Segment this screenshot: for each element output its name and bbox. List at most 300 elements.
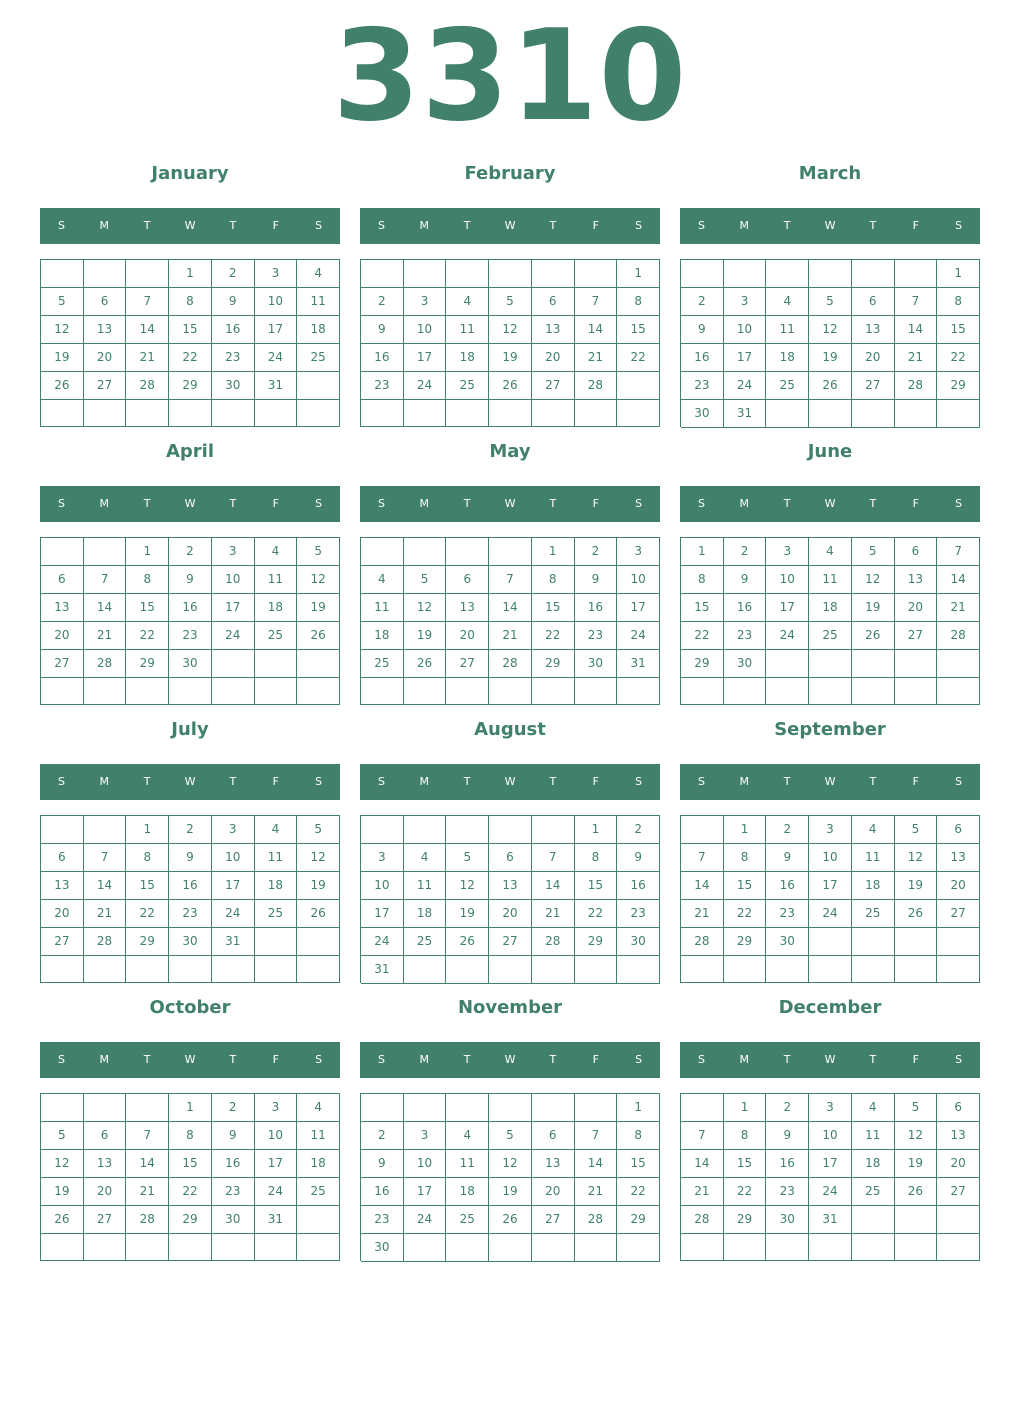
day-cell [361,260,404,288]
day-cell: 7 [575,1122,618,1150]
day-cell: 10 [724,316,767,344]
day-cell: 8 [681,566,724,594]
day-grid [40,259,340,427]
weekday-label: M [419,219,430,232]
day-cell [297,678,340,705]
day-cell [446,400,489,427]
day-cell [404,538,447,566]
day-cell: 10 [212,566,255,594]
day-cell: 8 [169,1122,212,1150]
day-cell [255,1234,298,1261]
day-cell: 19 [895,872,938,900]
day-cell: 11 [446,316,489,344]
day-cell: 7 [681,844,724,872]
day-cell: 18 [852,872,895,900]
weekday-label: T [143,1053,151,1066]
day-cell [617,372,660,400]
day-cell: 7 [489,566,532,594]
day-cell: 21 [532,900,575,928]
weekday-label: S [955,775,963,788]
day-cell [297,650,340,678]
weekday-header [40,208,340,244]
day-cell [489,260,532,288]
day-cell: 30 [766,928,809,956]
day-cell: 1 [617,260,660,288]
day-cell: 19 [852,594,895,622]
day-cell: 28 [681,928,724,956]
day-cell [724,1234,767,1261]
day-cell [575,1094,618,1122]
weekday-header [360,1042,660,1078]
weekday-label: S [377,497,385,510]
day-cell: 4 [255,538,298,566]
weekday-label: T [869,1053,877,1066]
day-cell: 4 [852,816,895,844]
day-cell: 26 [41,1206,84,1234]
day-cell: 27 [532,1206,575,1234]
day-grid [40,1093,340,1261]
day-cell: 15 [575,872,618,900]
day-cell: 13 [84,1150,127,1178]
weekday-label: M [739,775,750,788]
day-cell: 6 [41,844,84,872]
day-cell [126,1234,169,1261]
day-cell: 22 [575,900,618,928]
day-cell [361,1094,404,1122]
day-cell: 2 [766,816,809,844]
day-cell [404,816,447,844]
day-cell [937,678,980,705]
day-cell: 5 [297,816,340,844]
day-cell: 1 [724,816,767,844]
day-cell: 18 [852,1150,895,1178]
day-cell: 7 [681,1122,724,1150]
day-cell: 3 [361,844,404,872]
day-cell: 16 [212,1150,255,1178]
day-cell [766,678,809,705]
day-cell: 19 [446,900,489,928]
day-cell: 19 [489,1178,532,1206]
day-cell: 16 [212,316,255,344]
day-cell [681,956,724,983]
day-cell: 12 [41,1150,84,1178]
weekday-label: S [635,1053,643,1066]
weekday-header [360,208,660,244]
day-cell: 24 [404,1206,447,1234]
day-cell [126,956,169,983]
day-cell [617,678,660,705]
day-cell [41,260,84,288]
day-cell [617,400,660,427]
day-cell: 8 [724,1122,767,1150]
day-cell [532,816,575,844]
day-cell: 15 [126,872,169,900]
day-cell [126,400,169,427]
day-cell: 1 [126,538,169,566]
day-cell: 11 [852,844,895,872]
day-cell: 24 [361,928,404,956]
day-cell [766,650,809,678]
day-cell: 25 [852,1178,895,1206]
day-cell [852,400,895,428]
day-cell: 26 [446,928,489,956]
day-cell: 26 [852,622,895,650]
day-cell: 21 [575,344,618,372]
month-title: November [457,997,563,1018]
weekday-label: T [229,1053,237,1066]
day-cell: 18 [446,1178,489,1206]
day-cell [169,1234,212,1261]
day-cell: 24 [404,372,447,400]
weekday-header [40,486,340,522]
day-cell [895,400,938,428]
day-cell: 24 [809,900,852,928]
weekday-label: T [869,775,877,788]
day-cell: 9 [361,316,404,344]
day-cell: 20 [852,344,895,372]
day-cell [895,1206,938,1234]
day-cell: 2 [212,260,255,288]
day-cell: 31 [255,1206,298,1234]
day-cell: 22 [617,1178,660,1206]
day-cell: 10 [404,316,447,344]
day-cell: 10 [255,1122,298,1150]
weekday-label: W [184,497,196,510]
day-cell: 5 [809,288,852,316]
day-cell [297,1234,340,1261]
day-cell [532,260,575,288]
day-cell: 1 [617,1094,660,1122]
weekday-header [360,764,660,800]
day-cell: 3 [255,1094,298,1122]
day-cell: 7 [937,538,980,566]
day-cell: 28 [126,372,169,400]
day-cell: 9 [766,844,809,872]
day-cell [681,260,724,288]
day-cell [84,816,127,844]
weekday-label: M [99,497,110,510]
weekday-label: M [99,775,110,788]
day-cell [84,1094,127,1122]
weekday-label: W [184,775,196,788]
day-cell: 29 [532,650,575,678]
day-cell: 21 [84,900,127,928]
day-cell: 27 [852,372,895,400]
day-cell: 12 [809,316,852,344]
day-cell: 30 [169,650,212,678]
day-cell: 1 [724,1094,767,1122]
day-cell: 3 [212,538,255,566]
day-cell: 18 [809,594,852,622]
day-cell: 25 [255,900,298,928]
weekday-label: S [635,497,643,510]
day-cell [681,1234,724,1261]
day-cell [852,678,895,705]
day-cell: 21 [895,344,938,372]
day-cell [489,1234,532,1262]
day-cell: 9 [169,844,212,872]
day-cell: 14 [681,872,724,900]
weekday-label: M [739,1053,750,1066]
day-cell: 26 [489,1206,532,1234]
day-cell: 1 [169,260,212,288]
day-cell: 23 [212,1178,255,1206]
day-cell: 6 [84,288,127,316]
day-cell [255,928,298,956]
weekday-label: S [57,219,65,232]
day-cell: 13 [937,844,980,872]
day-cell [895,650,938,678]
day-cell: 12 [297,844,340,872]
day-cell: 5 [404,566,447,594]
weekday-label: F [592,775,599,788]
day-cell: 27 [446,650,489,678]
day-cell: 29 [575,928,618,956]
weekday-label: F [272,1053,279,1066]
weekday-label: W [504,219,516,232]
day-cell: 12 [852,566,895,594]
weekday-label: W [504,775,516,788]
weekday-label: T [463,497,471,510]
weekday-label: T [869,219,877,232]
day-cell [169,678,212,705]
day-cell [937,400,980,428]
weekday-label: W [184,1053,196,1066]
day-cell: 10 [361,872,404,900]
day-cell: 12 [446,872,489,900]
day-cell: 31 [724,400,767,428]
day-cell: 24 [809,1178,852,1206]
day-cell: 13 [895,566,938,594]
day-cell: 2 [681,288,724,316]
day-cell: 6 [937,816,980,844]
day-cell: 2 [617,816,660,844]
day-cell: 27 [532,372,575,400]
day-cell: 8 [724,844,767,872]
day-cell: 9 [212,288,255,316]
day-cell: 7 [532,844,575,872]
day-cell: 10 [212,844,255,872]
day-cell: 29 [617,1206,660,1234]
day-cell: 23 [575,622,618,650]
day-cell [84,1234,127,1261]
day-cell: 13 [489,872,532,900]
month-title: April [165,441,215,462]
day-cell: 4 [809,538,852,566]
day-cell [169,400,212,427]
day-cell: 23 [361,372,404,400]
day-cell [895,956,938,983]
day-cell: 28 [489,650,532,678]
weekday-label: S [377,1053,385,1066]
weekday-header [40,1042,340,1078]
day-grid [360,815,660,983]
day-cell: 1 [575,816,618,844]
day-cell: 17 [404,1178,447,1206]
day-cell [895,928,938,956]
day-cell: 25 [446,1206,489,1234]
day-cell: 20 [532,1178,575,1206]
weekday-label: T [143,497,151,510]
day-cell: 4 [446,288,489,316]
day-cell: 22 [169,344,212,372]
day-cell: 11 [404,872,447,900]
day-cell: 25 [766,372,809,400]
day-cell [84,260,127,288]
day-cell [895,678,938,705]
day-cell [255,650,298,678]
day-cell: 23 [169,900,212,928]
day-cell: 11 [255,566,298,594]
day-cell: 9 [724,566,767,594]
day-cell: 14 [937,566,980,594]
day-cell: 27 [489,928,532,956]
weekday-label: T [549,775,557,788]
day-cell [404,1234,447,1262]
day-cell: 2 [766,1094,809,1122]
day-cell: 28 [84,928,127,956]
day-cell [489,400,532,427]
day-cell: 14 [575,1150,618,1178]
day-cell: 14 [895,316,938,344]
day-cell: 17 [724,344,767,372]
day-cell: 31 [255,372,298,400]
day-cell: 3 [809,816,852,844]
day-cell [681,678,724,705]
day-cell [766,1234,809,1261]
day-cell: 2 [361,288,404,316]
day-cell: 24 [766,622,809,650]
day-cell: 2 [575,538,618,566]
day-cell [361,816,404,844]
day-cell: 15 [532,594,575,622]
day-cell [809,956,852,983]
weekday-label: S [697,219,705,232]
day-cell: 28 [575,1206,618,1234]
day-cell: 13 [41,872,84,900]
day-cell [212,650,255,678]
day-grid [680,815,980,983]
weekday-label: T [549,497,557,510]
day-cell: 14 [681,1150,724,1178]
day-cell: 8 [532,566,575,594]
day-cell [575,1234,618,1262]
day-cell: 31 [212,928,255,956]
day-cell: 25 [255,622,298,650]
weekday-header [680,764,980,800]
day-cell: 22 [617,344,660,372]
month-title: October [149,997,231,1018]
day-cell: 14 [84,872,127,900]
weekday-label: T [783,497,791,510]
weekday-label: T [463,219,471,232]
day-cell: 11 [766,316,809,344]
day-cell: 19 [297,872,340,900]
weekday-label: F [272,775,279,788]
day-cell: 27 [84,1206,127,1234]
day-cell: 21 [681,1178,724,1206]
day-cell [489,956,532,984]
weekday-label: M [99,219,110,232]
weekday-label: M [739,497,750,510]
day-cell [575,956,618,984]
weekday-header [360,486,660,522]
day-cell: 26 [489,372,532,400]
day-cell [446,678,489,705]
day-cell: 25 [297,1178,340,1206]
day-cell: 5 [297,538,340,566]
day-cell: 18 [297,316,340,344]
day-cell: 12 [297,566,340,594]
day-cell: 12 [489,1150,532,1178]
day-cell: 31 [617,650,660,678]
day-cell: 3 [766,538,809,566]
day-cell: 5 [489,288,532,316]
day-cell: 12 [404,594,447,622]
day-grid [680,537,980,705]
day-cell [41,678,84,705]
day-cell [809,650,852,678]
day-cell: 19 [895,1150,938,1178]
day-cell [937,1206,980,1234]
day-cell: 23 [361,1206,404,1234]
weekday-label: S [955,219,963,232]
day-cell [766,260,809,288]
month-title: December [778,997,882,1018]
day-cell: 8 [617,1122,660,1150]
day-cell [937,928,980,956]
weekday-label: T [783,219,791,232]
day-cell: 14 [126,316,169,344]
weekday-label: W [824,497,836,510]
day-cell: 26 [297,622,340,650]
day-cell: 18 [404,900,447,928]
day-cell: 22 [532,622,575,650]
weekday-label: F [592,497,599,510]
day-cell: 19 [41,344,84,372]
weekday-label: S [315,775,323,788]
day-cell: 30 [681,400,724,428]
day-cell: 17 [255,1150,298,1178]
day-cell [404,956,447,984]
day-cell [212,678,255,705]
day-cell [297,928,340,956]
month-title: September [774,719,886,740]
day-cell: 25 [809,622,852,650]
day-cell: 29 [724,928,767,956]
day-cell: 23 [766,900,809,928]
day-cell: 13 [84,316,127,344]
day-cell: 26 [895,1178,938,1206]
day-cell: 30 [575,650,618,678]
day-cell: 12 [895,844,938,872]
weekday-label: T [463,1053,471,1066]
day-cell: 25 [297,344,340,372]
weekday-label: S [57,1053,65,1066]
day-cell: 8 [169,288,212,316]
day-cell: 14 [489,594,532,622]
day-cell: 1 [532,538,575,566]
day-cell [446,260,489,288]
day-cell [895,260,938,288]
day-cell [126,1094,169,1122]
day-cell [489,678,532,705]
day-cell: 13 [446,594,489,622]
day-cell: 16 [766,872,809,900]
day-cell: 1 [126,816,169,844]
day-cell: 21 [126,1178,169,1206]
day-cell: 6 [895,538,938,566]
